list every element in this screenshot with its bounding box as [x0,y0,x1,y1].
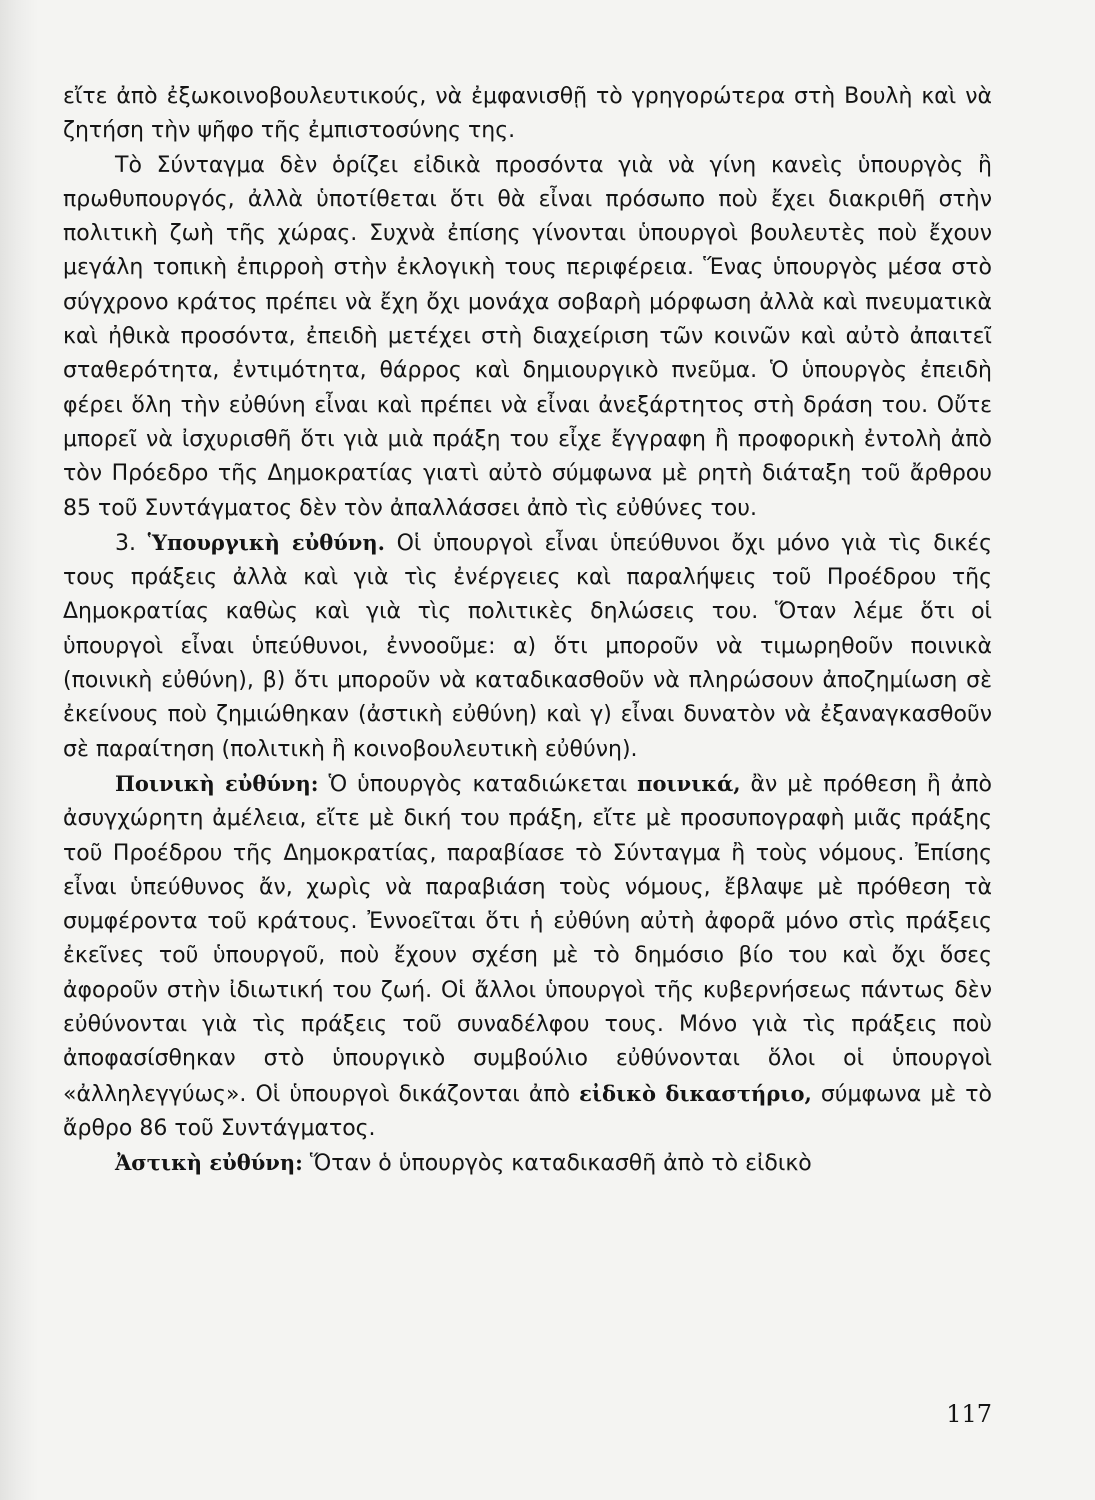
paragraph-text: Ὁ ὑπουργὸς καταδιώκεται [328,771,628,797]
paragraph-text: Οἱ ὑπουργοὶ εἶναι ὑπεύθυνοι ὄχι μόνο γιὰ τὶς δικές τους πράξεις ἀλλὰ καὶ γιὰ τὶς ἐνέργειες καὶ παραλήψεις τοῦ Προέδρου τῆς Δημοκρατίας καθὼς καὶ γιὰ τὶς πολιτικὲς δηλώσεις του. Ὅταν λέμε ὅτι οἱ ὑπουργοὶ εἶναι ὑπεύθυνοι, ἐννοοῦμε: α) ὅτι μποροῦν νὰ τιμωρηθοῦν ποινικὰ (ποινικὴ εὐθύνη), β) ὅτι μποροῦν νὰ καταδικασθοῦν νὰ πληρώσουν ἀποζημίωση σὲ ἐκείνους ποὺ ζημιώθηκαν (ἀστικὴ εὐθύνη) καὶ γ) εἶναι δυνατὸν νὰ ἐξαναγκασθοῦν σὲ παραίτηση (πολιτικὴ ἢ κοινοβουλευτικὴ εὐθύνη). [63,530,992,762]
paragraph-ministerial-responsibility [63,526,992,767]
subsection-heading: Ποινικὴ εὐθύνη: [115,770,319,796]
page-number: 117 [946,1400,992,1428]
section-heading: Ὑπουργικὴ εὐθύνη. [147,529,385,555]
paragraph-qualifications [63,149,992,526]
paragraph-text: Τὸ Σύνταγμα δὲν ὁρίζει εἰδικὰ προσόντα γιὰ νὰ γίνη κανεὶς ὑπουργὸς ἢ πρωθυπουργός, ἀλλὰ ὑποτίθεται ὅτι θὰ εἶναι πρόσωπο ποὺ ἔχει διακριθῆ στὴν πολιτικὴ ζωὴ τῆς χώρας. Συχνὰ ἐπίσης γίνονται ὑπουργοὶ βουλευτὲς ποὺ ἔχουν μεγάλη τοπικὴ ἐπιρροὴ στὴν ἐκλογικὴ τους περιφέρεια. Ἕνας ὑπουργὸς μέσα στὸ σύγχρονο κράτος πρέπει νὰ ἔχη ὄχι μονάχα σοβαρὴ μόρφωση ἀλλὰ καὶ πνευματικὰ καὶ ἠθικὰ προσόντα, ἐπειδὴ μετέχει στὴ διαχείριση τῶν κοινῶν καὶ αὐτὸ ἀπαιτεῖ σταθερότητα, ἐντιμότητα, θάρρος καὶ δημιουργικὸ πνεῦμα. Ὁ ὑπουργὸς ἐπειδὴ φέρει ὅλη τὴν εὐθύνη εἶναι καὶ πρέπει νὰ εἶναι ἀνεξάρτητος στὴ δράση του. Οὔτε μπορεῖ νὰ ἰσχυρισθῆ ὅτι γιὰ μιὰ πράξη του εἶχε ἔγγραφη ἢ προφορικὴ ἐντολὴ ἀπὸ τὸν Πρόεδρο τῆς Δημοκρατίας γιατὶ αὐτὸ σύμφωνα μὲ ρητὴ διάταξη τοῦ ἄρθρου 85 τοῦ Συντάγματος δὲν τὸν ἀπαλλάσσει ἀπὸ τὶς εὐθύνες του. [63,152,992,521]
subsection-heading: Ἀστικὴ εὐθύνη: [115,1150,303,1176]
bold-term: εἰδικὸ δικαστήριο, [579,1080,812,1106]
paragraph-civil-liability [63,1146,992,1181]
paragraph-continuation [63,80,992,149]
paragraph-criminal-liability [63,767,992,1146]
paragraph-text: Ὅταν ὁ ὑπουργὸς καταδικασθῆ ἀπὸ τὸ εἰδικὸ [309,1151,812,1177]
bold-term: ποινικά, [637,770,741,796]
section-number: 3. [115,530,136,556]
paragraph-text: εἴτε ἀπὸ ἐξωκοινοβουλευτικούς, νὰ ἐμφανισθῇ τὸ γρηγορώτερα στὴ Βουλὴ καὶ νὰ ζητήση τὴν ψῆφο τῆς ἐμπιστοσύνης της. [63,84,992,144]
body-text [63,80,992,1182]
paragraph-text: σύμφωνα μὲ τὸ ἄρθρο 86 τοῦ Συντάγματος. [63,1081,993,1141]
paragraph-text: ἂν μὲ πρόθεση ἢ ἀπὸ ἀσυγχώρητη ἀμέλεια, εἴτε μὲ δική του πράξη, εἴτε μὲ προσυπογραφὴ μιᾶς πράξης τοῦ Προέδρου τῆς Δημοκρατίας, παραβίασε τὸ Σύνταγμα ἢ τοὺς νόμους. Ἐπίσης εἶναι ὑπεύθυνος ἄν, χωρὶς νὰ παραβιάση τοὺς νόμους, ἔβλαψε μὲ πρόθεση τὰ συμφέροντα τοῦ κράτους. Ἐννοεῖται ὅτι ἡ εὐθύνη αὐτὴ ἀφορᾶ μόνο στὶς πράξεις ἐκεῖνες τοῦ ὑπουργοῦ, ποὺ ἔχουν σχέση μὲ τὸ δημόσιο βίο του καὶ ὄχι ὅσες ἀφοροῦν στὴν ἰδιωτική του ζωή. Οἱ ἄλλοι ὑπουργοὶ τῆς κυβερνήσεως πάντως δὲν εὐθύνονται γιὰ τὶς πράξεις τοῦ συναδέλφου τους. Μόνο γιὰ τὶς πράξεις ποὺ ἀποφασίσθηκαν στὸ ὑπουργικὸ συμβούλιο εὐθύνονται ὅλοι οἱ ὑπουργοὶ «ἀλληλεγγύως». Οἱ ὑπουργοὶ δικάζονται ἀπὸ [63,771,993,1107]
spine-shadow [0,0,38,1500]
